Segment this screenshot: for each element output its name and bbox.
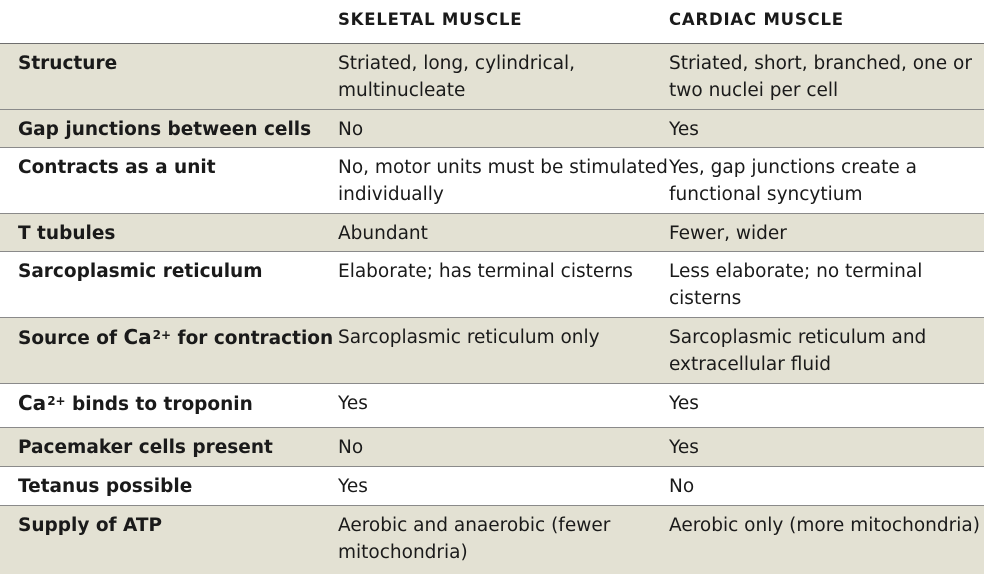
cardiac-value: Yes [669,119,699,140]
skeletal-value: Abundant [338,223,428,244]
cardiac-value: Yes, gap junctions create a functional syncytium [669,157,917,205]
table-row [0,148,984,214]
skeletal-value: No [338,437,364,458]
row-label: Structure [18,53,118,74]
table-row [0,214,984,252]
cardiac-value: Sarcoplasmic reticulum and extracellular fluid [669,327,927,375]
row-label [0,384,338,427]
row-label: Contracts as a unit [18,157,216,178]
header-cardiac-muscle: CARDIAC MUSCLE [669,10,844,29]
cardiac-value: Less elaborate; no terminal cisterns [669,261,923,309]
row-label: Pacemaker cells present [18,437,273,458]
table-row [0,506,984,574]
table-row [0,44,984,110]
table-row [0,252,984,318]
cardiac-value: Fewer, wider [669,223,787,244]
skeletal-value: Yes [338,476,368,497]
skeletal-value: Yes [338,393,368,414]
cardiac-value: Yes [669,393,699,414]
table-header [0,0,984,44]
header-skeletal-muscle: SKELETAL MUSCLE [338,10,523,29]
row-label [0,318,338,383]
table-row [0,110,984,148]
table-row [0,318,984,384]
cardiac-value: No [669,476,695,497]
table-row [0,384,984,428]
cardiac-value: Striated, short, branched, one or two nuclei per cell [669,53,972,101]
row-label: Tetanus possible [18,476,193,497]
calcium-symbol: Ca [123,325,152,349]
calcium-charge: 2+ [47,394,66,408]
row-label: Sarcoplasmic reticulum [18,261,263,282]
skeletal-value: Sarcoplasmic reticulum only [338,327,600,348]
header-blank-cell [0,0,338,43]
calcium-symbol: Ca [18,391,47,415]
table-row [0,428,984,467]
cardiac-value: Aerobic only (more mitochondria) [669,515,980,536]
skeletal-value: No [338,119,364,140]
row-label: Gap junctions between cells [18,119,312,140]
row-label-suffix: binds to troponin [65,394,253,415]
skeletal-value: Striated, long, cylindrical, multinucleate [338,53,576,101]
skeletal-value: No, motor units must be stimulated individually [338,157,668,205]
table-row [0,467,984,506]
row-label-prefix: Source of [18,328,124,349]
skeletal-value: Elaborate; has terminal cisterns [338,261,633,282]
cardiac-value: Yes [669,437,699,458]
skeletal-value: Aerobic and anaerobic (fewer mitochondria) [338,515,611,563]
calcium-charge: 2+ [152,328,172,342]
row-label: Supply of ATP [18,515,163,536]
row-label: T tubules [18,223,116,244]
row-label-suffix: for contraction [171,328,334,349]
